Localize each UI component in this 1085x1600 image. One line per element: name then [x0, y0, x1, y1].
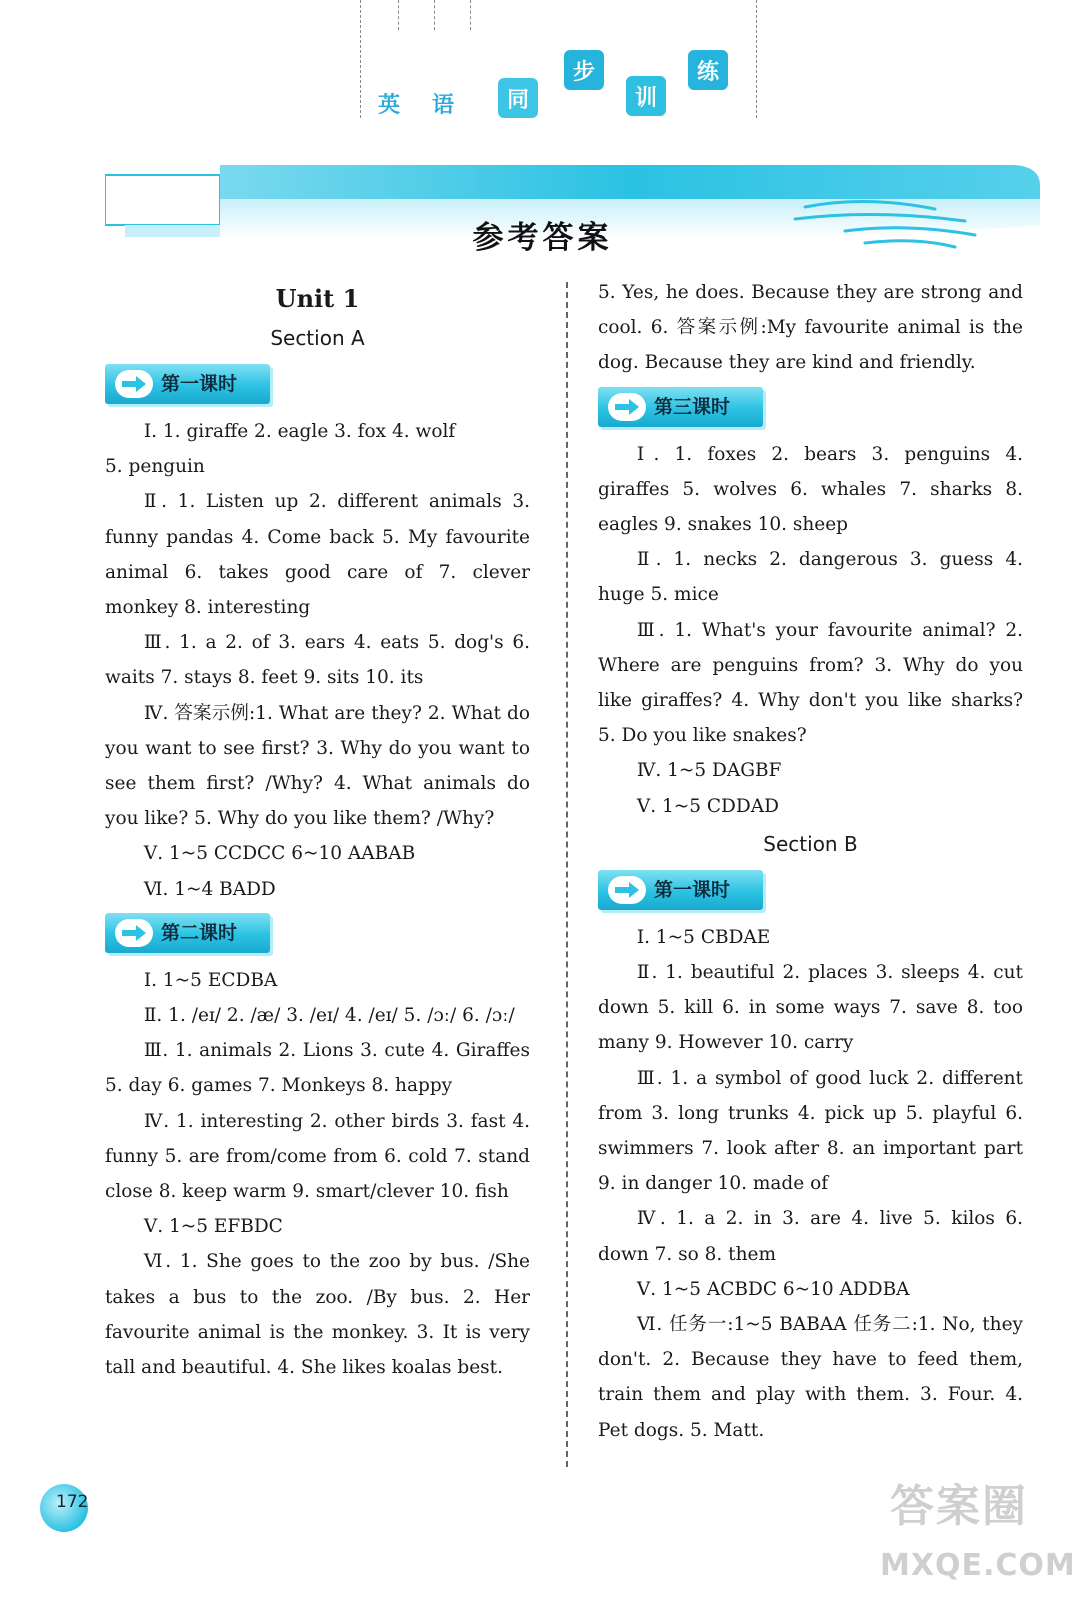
answer-paragraph: Ⅵ. 任务一:1~5 BABAA 任务二:1. No, they don't. 2. Because they have to feed them, train them and play with them. 3. Four. 4. Pet dogs. 5. Matt. — [598, 1314, 1023, 1441]
answer-paragraph: Ⅳ. 1. a 2. in 3. are 4. live 5. kilos 6. down 7. so 8. them — [598, 1208, 1023, 1265]
answer-paragraph: Ⅱ. 1. Listen up 2. different animals 3. funny pandas 4. Come back 5. My favourite animal 6. takes good care of 7. clever monkey 8. interesting — [105, 491, 530, 619]
answer-paragraph: Ⅳ. 1~5 DAGBF — [636, 760, 782, 782]
subject-char: 语 — [432, 93, 455, 118]
section-title: Section B — [763, 831, 858, 856]
answer-paragraph: Ⅰ. 1. foxes 2. bears 3. penguins 4. giraffes 5. wolves 6. whales 7. sharks 8. eagles 9. snakes 10. sheep — [598, 443, 1023, 536]
page-number-text: 172 — [56, 1492, 89, 1512]
header-rule — [360, 0, 361, 118]
lesson-badge — [598, 870, 763, 910]
answer-paragraph: Ⅳ. 答案示例:1. What are they? 2. What do you want to see first? 3. Why do you want to see them first? /Why? 4. What animals do you like? 5. Why do you like them? /Why? — [105, 702, 530, 830]
arrow-right-icon — [608, 876, 646, 904]
header-rule — [756, 0, 757, 118]
answer-line: 5. penguin — [105, 456, 205, 478]
lesson-label: 第一课时 — [654, 878, 731, 901]
answer-paragraph: Ⅵ. 1. She goes to the zoo by bus. /She takes a bus to the zoo. /By bus. 2. Her favourite animal is the monkey. 3. It is very tall and beautiful. 4. She likes koalas best. — [105, 1251, 530, 1379]
arrow-right-icon — [115, 370, 153, 398]
section-title: Section A — [270, 326, 365, 350]
page-title: 参考答案 — [472, 220, 613, 256]
watermark-logo — [880, 1470, 1076, 1590]
answer-paragraph: Ⅲ. 1. a 2. of 3. ears 4. eats 5. dog's 6. waits 7. stays 8. feet 9. sits 10. its — [105, 632, 530, 689]
subject-char: 英 — [378, 93, 401, 118]
arrow-right-icon — [115, 919, 153, 947]
unit-title: Unit 1 — [275, 284, 360, 313]
arrow-right-icon — [608, 393, 646, 421]
answer-paragraph: Ⅱ. 1. /eɪ/ 2. /æ/ 3. /eɪ/ 4. /eɪ/ 5. /ɔː/ 6. /ɔː/ — [143, 1005, 515, 1027]
series-char: 步 — [564, 50, 604, 90]
answer-paragraph: Ⅵ. 1~4 BADD — [143, 878, 276, 900]
series-char: 训 — [626, 76, 666, 116]
lesson-badge — [598, 387, 763, 427]
watermark-text: 答案圈 — [890, 1481, 1028, 1532]
lesson-label: 第三课时 — [654, 395, 731, 418]
answer-line: Ⅰ. 1. giraffe 2. eagle 3. fox 4. wolf — [143, 421, 456, 442]
answer-paragraph: Ⅴ. 1~5 CCDCC 6~10 AABAB — [143, 843, 416, 865]
answer-paragraph: Ⅲ. 1. a symbol of good luck 2. different from 3. long trunks 4. pick up 5. playful 6. swimmers 7. look after 8. an important part 9. in danger 10. made of — [598, 1067, 1023, 1195]
column-divider — [566, 282, 568, 1467]
answer-paragraph: Ⅲ. 1. What's your favourite animal? 2. Where are penguins from? 3. Why do you like giraffes? 4. Why don't you like sharks? 5. Do you like snakes? — [598, 619, 1023, 747]
header-decoration — [360, 0, 760, 120]
answer-paragraph: 5. Yes, he does. Because they are strong and cool. 6. 答案示例:My favourite animal is the dog. Because they are kind and friendly. — [598, 282, 1023, 374]
lesson-badge — [105, 913, 270, 953]
answer-paragraph: Ⅰ. 1~5 ECDBA — [143, 969, 278, 991]
answer-paragraph: Ⅴ. 1~5 CDDAD — [636, 795, 779, 817]
right-column — [598, 275, 1023, 1448]
header-rule — [434, 0, 435, 30]
left-column — [105, 280, 530, 1385]
answer-paragraph: Ⅳ. 1. interesting 2. other birds 3. fast 4. funny 5. are from/come from 6. cold 7. stand close 8. keep warm 9. smart/clever 10. fish — [105, 1110, 530, 1203]
header-rule — [398, 0, 399, 30]
lesson-label: 第一课时 — [161, 373, 238, 395]
series-char: 练 — [688, 50, 728, 90]
lesson-badge — [105, 364, 270, 404]
lesson-label: 第二课时 — [161, 921, 238, 944]
answer-paragraph: Ⅴ. 1~5 EFBDC — [143, 1216, 283, 1238]
answer-paragraph: Ⅰ. 1~5 CBDAE — [636, 926, 771, 948]
answer-paragraph: Ⅱ. 1. beautiful 2. places 3. sleeps 4. cut down 5. kill 6. in some ways 7. save 8. too many 9. However 10. carry — [598, 962, 1023, 1054]
watermark-url: MXQE.COM — [880, 1548, 1076, 1583]
answer-paragraph: Ⅱ. 1. necks 2. dangerous 3. guess 4. huge 5. mice — [598, 549, 1023, 606]
answer-paragraph: Ⅲ. 1. animals 2. Lions 3. cute 4. Giraffes 5. day 6. games 7. Monkeys 8. happy — [105, 1040, 530, 1097]
answer-paragraph: Ⅴ. 1~5 ACBDC 6~10 ADDBA — [636, 1278, 910, 1300]
series-char: 同 — [498, 78, 538, 118]
header-rule — [470, 0, 471, 30]
page-number — [38, 1478, 98, 1534]
